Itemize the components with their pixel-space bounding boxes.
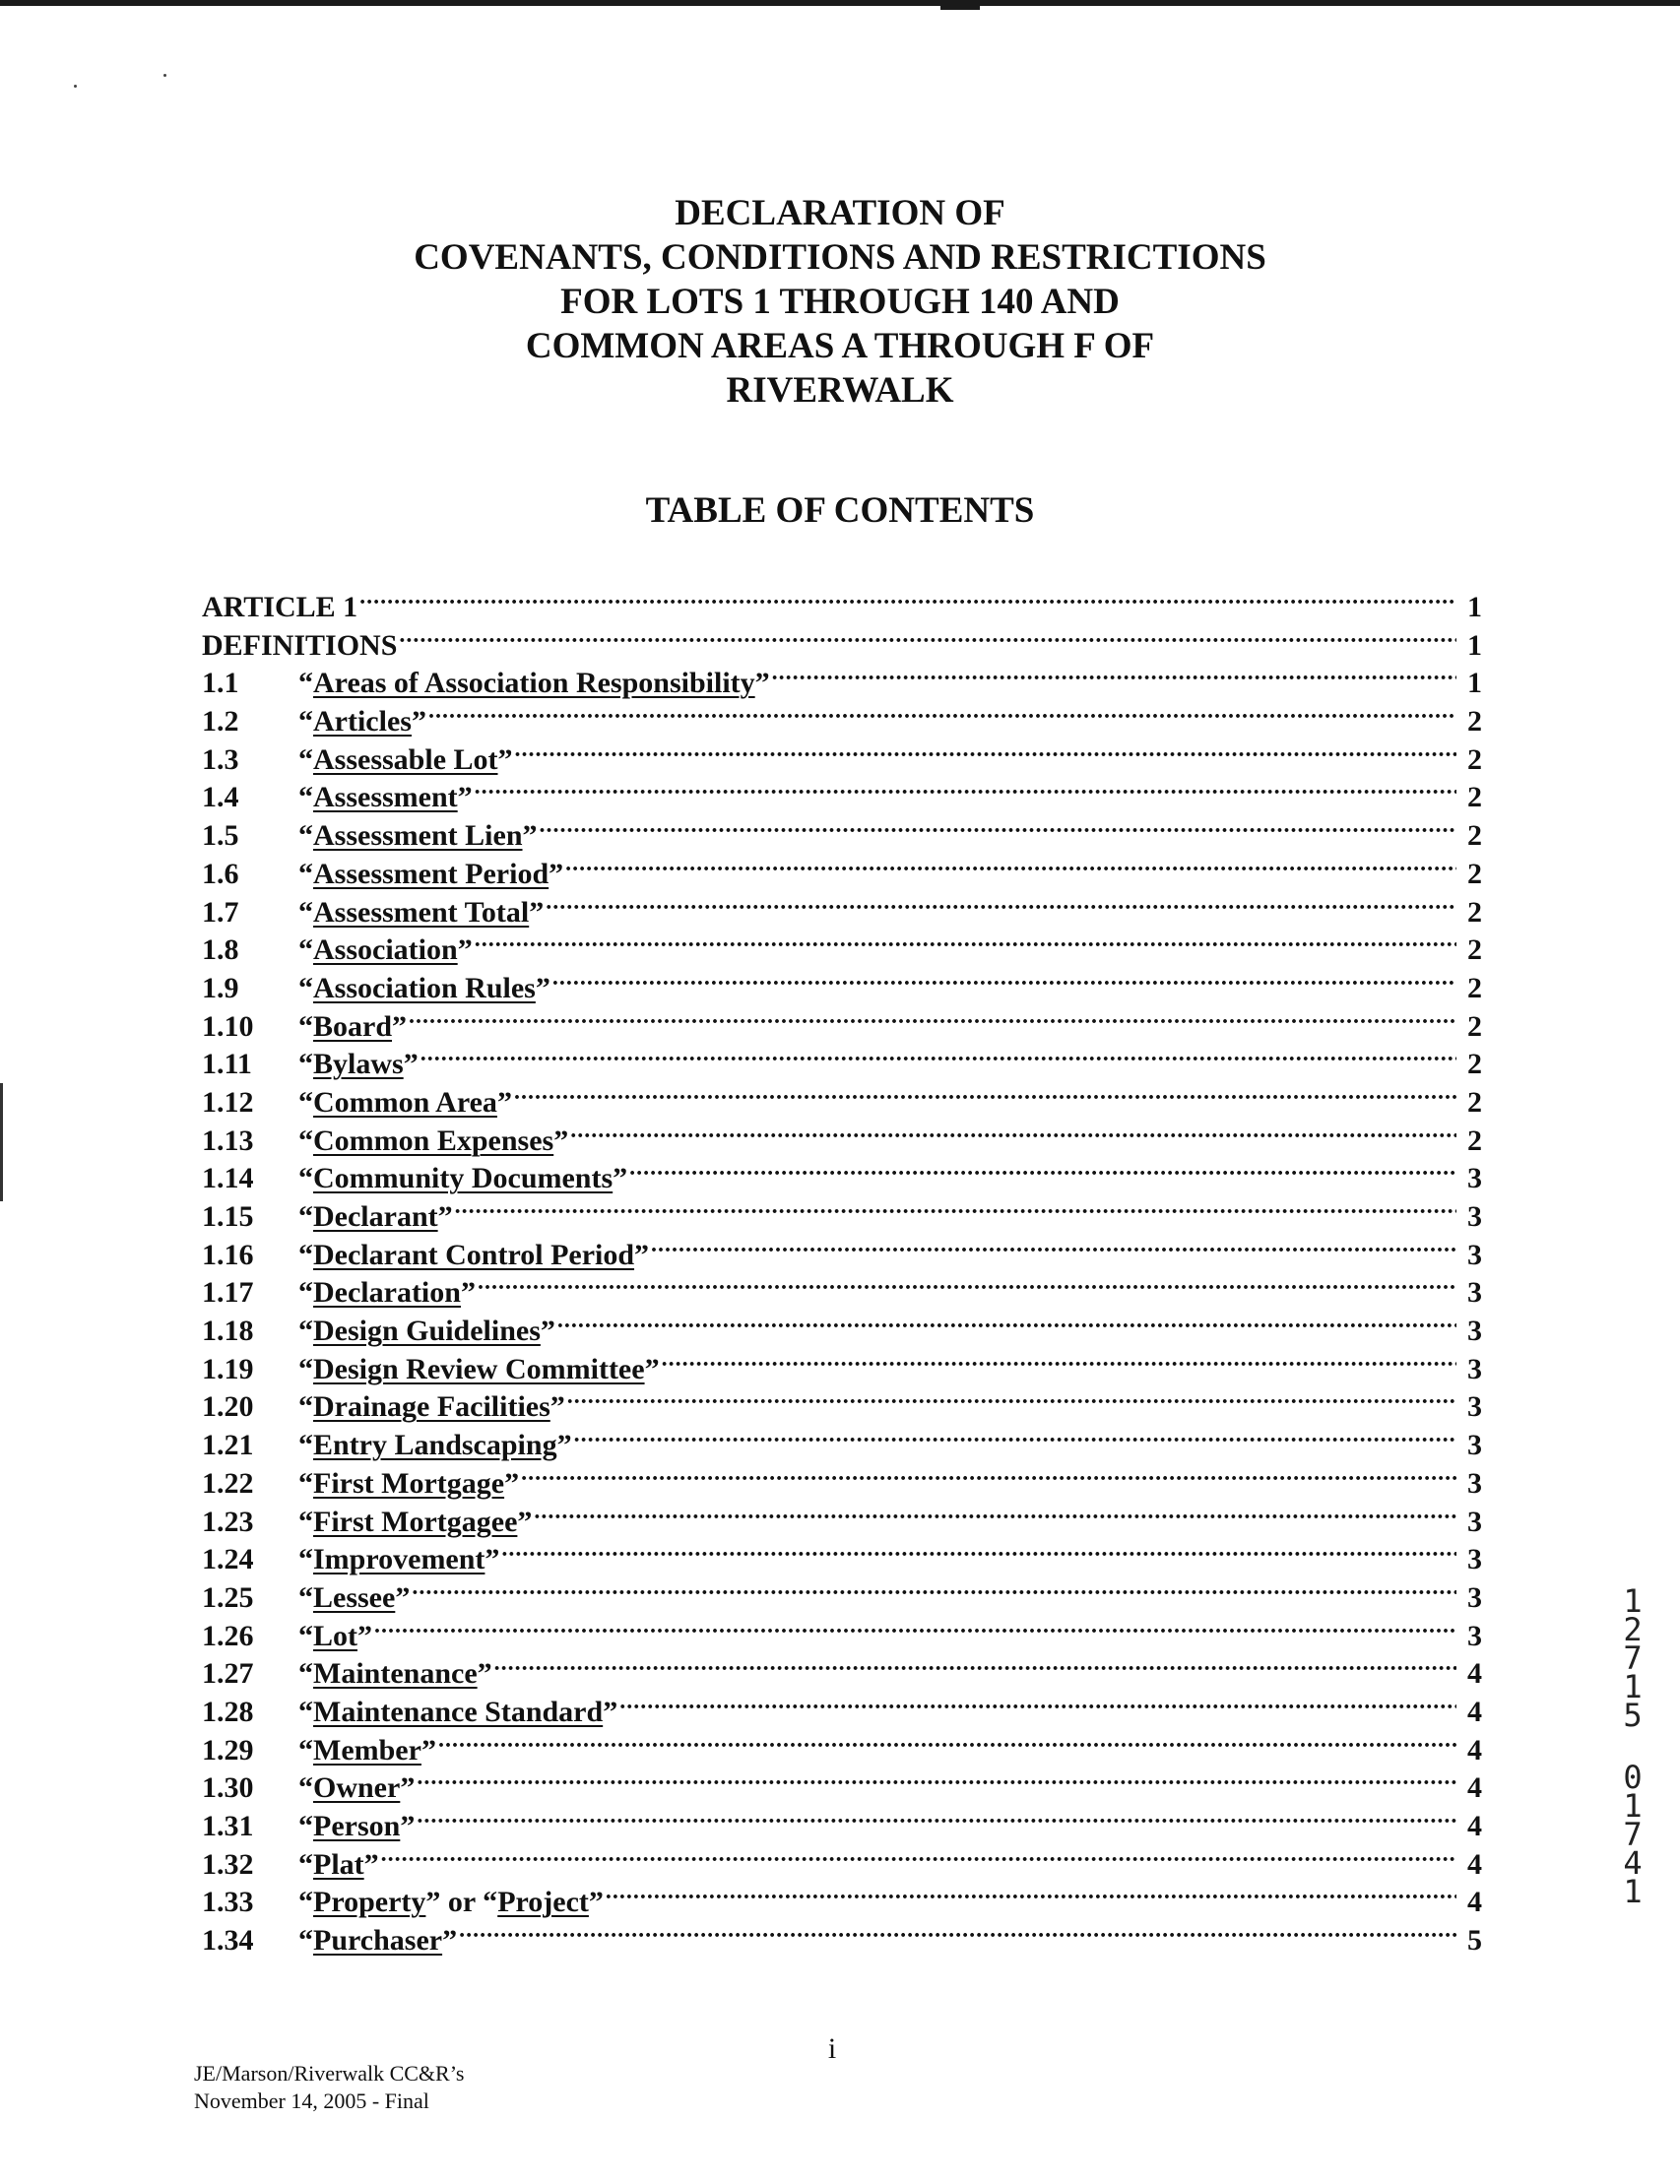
open-quote: “ — [298, 819, 313, 853]
open-quote: “ — [298, 1810, 313, 1842]
toc-page-number: 3 — [1467, 1390, 1482, 1424]
close-quote: ” — [477, 1657, 492, 1691]
open-quote: “ — [298, 1200, 313, 1233]
close-quote: ” — [442, 1924, 458, 1958]
document-title — [0, 191, 1680, 413]
toc-page-number: 2 — [1467, 895, 1482, 929]
open-quote: “ — [298, 971, 313, 1004]
toc-entry-term — [298, 1924, 457, 1958]
defined-term: Assessment Period — [313, 857, 549, 890]
open-quote: “ — [298, 1162, 313, 1195]
close-quote: ” — [644, 1352, 660, 1385]
defined-term: Areas of Association Responsibility — [313, 667, 755, 700]
toc-page-number: 3 — [1467, 1200, 1482, 1233]
defined-term: Person — [313, 1810, 401, 1842]
defined-term: Project — [497, 1886, 589, 1919]
toc-entry-number: 1.16 — [202, 1238, 254, 1271]
toc-entry-term — [298, 781, 473, 814]
close-quote: ” — [400, 1771, 416, 1805]
toc-page-number: 3 — [1467, 1543, 1482, 1576]
toc-entry-number: 1.23 — [202, 1505, 254, 1538]
close-quote: ” — [411, 705, 426, 739]
close-quote: ” — [504, 1466, 520, 1500]
scan-top-edge — [0, 0, 1680, 6]
dot-leader — [494, 1645, 1456, 1683]
defined-term: Maintenance Standard — [313, 1695, 604, 1728]
defined-term: Design Guidelines — [313, 1315, 541, 1348]
stamp-digit: 4 — [1623, 1844, 1643, 1882]
dot-leader — [521, 1455, 1456, 1493]
scan-top-edge-tick — [940, 6, 980, 10]
toc-page-number: 4 — [1467, 1810, 1482, 1842]
dot-leader — [420, 1036, 1456, 1073]
title-line: COVENANTS, CONDITIONS AND RESTRICTIONS — [414, 237, 1266, 278]
scan-speck — [163, 74, 166, 77]
defined-term: Assessment Lien — [313, 819, 523, 853]
toc-entry-number: 1.3 — [202, 742, 239, 776]
open-quote: “ — [298, 1315, 313, 1348]
close-quote: ” or “ — [425, 1886, 498, 1919]
open-quote: “ — [298, 1580, 313, 1614]
table-of-contents — [202, 579, 1482, 1958]
open-quote: “ — [298, 1771, 313, 1805]
toc-entry-number: 1.18 — [202, 1315, 254, 1348]
stamp-digit: 1 — [1623, 1668, 1643, 1705]
dot-leader — [381, 1836, 1456, 1874]
toc-page-number: 4 — [1467, 1886, 1482, 1919]
open-quote: “ — [298, 1429, 313, 1462]
toc-article-label: ARTICLE 1 — [202, 591, 358, 623]
defined-term: Assessment Total — [313, 895, 530, 929]
dot-leader — [374, 1608, 1456, 1645]
title-line: FOR LOTS 1 THROUGH 140 AND — [560, 282, 1120, 322]
dot-leader — [540, 807, 1456, 845]
toc-entry-term — [298, 1657, 492, 1691]
open-quote: “ — [298, 1009, 313, 1043]
open-quote: “ — [298, 857, 313, 890]
close-quote: ” — [553, 1124, 569, 1157]
dot-leader — [606, 1874, 1456, 1911]
close-quote: ” — [517, 1505, 533, 1538]
toc-entry-number: 1.34 — [202, 1924, 254, 1958]
toc-entry-term — [298, 1771, 415, 1805]
toc-entry-number: 1.26 — [202, 1619, 254, 1652]
toc-page-number: 1 — [1467, 591, 1482, 623]
defined-term: Common Expenses — [313, 1124, 554, 1157]
defined-term: Association — [313, 933, 458, 967]
dot-leader — [629, 1150, 1456, 1188]
toc-entry-number: 1.17 — [202, 1276, 254, 1310]
toc-page-number: 3 — [1467, 1619, 1482, 1652]
toc-entry[interactable] — [202, 1608, 1482, 1652]
open-quote: “ — [298, 1085, 313, 1119]
toc-page-number: 3 — [1467, 1429, 1482, 1462]
stamp-digit: 1 — [1623, 1873, 1643, 1910]
close-quote: ” — [613, 1162, 628, 1195]
toc-heading: TABLE OF CONTENTS — [645, 490, 1035, 531]
toc-entry-number: 1.9 — [202, 971, 239, 1004]
stamp-digit: 2 — [1623, 1611, 1643, 1648]
stamp-digit: 1 — [1623, 1582, 1643, 1620]
toc-page-number: 4 — [1467, 1771, 1482, 1805]
close-quote: ” — [437, 1200, 453, 1233]
open-quote: “ — [298, 1390, 313, 1424]
toc-entry-term — [298, 1200, 453, 1234]
open-quote: “ — [298, 1048, 313, 1081]
defined-term: First Mortgagee — [313, 1505, 518, 1538]
close-quote: ” — [460, 1276, 476, 1310]
toc-page-number: 2 — [1467, 1085, 1482, 1119]
dot-leader — [417, 1798, 1456, 1835]
toc-page-number: 3 — [1467, 1276, 1482, 1310]
defined-term: Board — [313, 1009, 393, 1043]
close-quote: ” — [535, 971, 550, 1004]
close-quote: ” — [363, 1847, 379, 1881]
open-quote: “ — [298, 1657, 313, 1691]
defined-term: Assessable Lot — [313, 742, 498, 776]
defined-term: Purchaser — [313, 1924, 443, 1958]
toc-entry-number: 1.28 — [202, 1695, 254, 1728]
open-quote: “ — [298, 1276, 313, 1310]
toc-entry-number: 1.4 — [202, 781, 239, 814]
open-quote: “ — [298, 667, 313, 700]
toc-page-number: 4 — [1467, 1695, 1482, 1728]
toc-entry-number: 1.14 — [202, 1162, 254, 1195]
defined-term: Assessment — [313, 781, 458, 814]
close-quote: ” — [754, 667, 770, 700]
footer — [194, 2060, 464, 2115]
toc-entry-term — [298, 1048, 419, 1081]
close-quote: ” — [496, 1085, 512, 1119]
close-quote: ” — [540, 1315, 555, 1348]
toc-entry-term — [298, 1086, 512, 1120]
dot-leader — [534, 1494, 1456, 1531]
toc-entry-number: 1.29 — [202, 1733, 254, 1766]
toc-entry-term — [298, 933, 473, 967]
open-quote: “ — [298, 1733, 313, 1766]
dot-leader — [438, 1722, 1456, 1760]
toc-entry-number: 1.15 — [202, 1200, 254, 1233]
open-quote: “ — [298, 1619, 313, 1652]
open-quote: “ — [298, 1238, 313, 1271]
dot-leader — [662, 1341, 1456, 1379]
open-quote: “ — [298, 1466, 313, 1500]
footer-date: November 14, 2005 - Final — [194, 2088, 429, 2113]
toc-entry-number: 1.21 — [202, 1429, 254, 1462]
toc-page-number: 3 — [1467, 1162, 1482, 1195]
defined-term: Member — [313, 1733, 421, 1766]
toc-entry-term — [298, 1010, 407, 1044]
toc-entry-number: 1.8 — [202, 933, 239, 967]
toc-entry-number: 1.12 — [202, 1085, 254, 1119]
close-quote: ” — [603, 1695, 618, 1728]
close-quote: ” — [395, 1580, 411, 1614]
toc-entry-term — [298, 1315, 555, 1348]
toc-entry[interactable] — [202, 1836, 1482, 1881]
open-quote: “ — [298, 1543, 313, 1576]
toc-page-number: 3 — [1467, 1466, 1482, 1500]
defined-term: Design Review Committee — [313, 1352, 645, 1385]
close-quote: ” — [403, 1048, 419, 1081]
defined-term: Articles — [313, 705, 412, 739]
toc-page-number: 4 — [1467, 1657, 1482, 1691]
toc-entry-number: 1.7 — [202, 895, 239, 929]
defined-term: First Mortgage — [313, 1466, 505, 1500]
dot-leader — [417, 1760, 1456, 1797]
dot-leader — [478, 1264, 1456, 1302]
toc-page-number: 5 — [1467, 1924, 1482, 1958]
close-quote: ” — [357, 1619, 372, 1652]
toc-entry-number: 1.31 — [202, 1810, 254, 1842]
dot-leader — [359, 579, 1456, 616]
stamp-digit: 0 — [1623, 1759, 1643, 1796]
toc-page-number: 2 — [1467, 933, 1482, 967]
close-quote: ” — [549, 857, 564, 890]
toc-entry-term — [298, 858, 563, 891]
dot-leader — [772, 655, 1456, 692]
toc-entry-number: 1.5 — [202, 819, 239, 853]
close-quote: ” — [522, 819, 538, 853]
toc-entry-number: 1.27 — [202, 1657, 254, 1691]
dot-leader — [475, 769, 1456, 806]
stamp-digit: 7 — [1623, 1816, 1643, 1853]
dot-leader — [565, 846, 1456, 883]
dot-leader — [475, 922, 1456, 959]
dot-leader — [570, 1113, 1456, 1150]
dot-leader — [567, 1379, 1456, 1416]
toc-entry-term — [298, 1848, 379, 1882]
open-quote: “ — [298, 933, 313, 967]
open-quote: “ — [298, 1352, 313, 1385]
toc-page-number: 2 — [1467, 1048, 1482, 1081]
defined-term: Improvement — [313, 1543, 485, 1576]
close-quote: ” — [529, 895, 545, 929]
dot-leader — [412, 1570, 1456, 1607]
close-quote: ” — [392, 1009, 408, 1043]
open-quote: “ — [298, 1124, 313, 1157]
close-quote: ” — [556, 1429, 572, 1462]
close-quote: ” — [420, 1733, 436, 1766]
title-line: DECLARATION OF — [675, 193, 1005, 233]
toc-page-number: 3 — [1467, 1505, 1482, 1538]
toc-page-number: 3 — [1467, 1580, 1482, 1614]
dot-leader — [459, 1912, 1456, 1950]
defined-term: Common Area — [313, 1085, 497, 1119]
dot-leader — [514, 1074, 1456, 1112]
close-quote: ” — [549, 1390, 565, 1424]
toc-entry-number: 1.24 — [202, 1543, 254, 1576]
defined-term: Maintenance — [313, 1657, 478, 1691]
toc-entry-number: 1.6 — [202, 857, 239, 890]
stamp-digit: 5 — [1623, 1697, 1643, 1734]
scan-left-edge-mark — [0, 1083, 3, 1201]
toc-entry-number: 1.10 — [202, 1009, 254, 1043]
open-quote: “ — [298, 1886, 313, 1919]
dot-leader — [651, 1227, 1456, 1264]
scan-speck — [74, 85, 77, 88]
toc-entry-term — [298, 1467, 519, 1501]
toc-page-number: 1 — [1467, 628, 1482, 662]
toc-article-row[interactable] — [202, 579, 1482, 623]
defined-term: Association Rules — [313, 971, 536, 1004]
close-quote: ” — [497, 742, 513, 776]
open-quote: “ — [298, 1695, 313, 1728]
open-quote: “ — [298, 1924, 313, 1958]
dot-leader — [552, 960, 1456, 997]
toc-page-number: 3 — [1467, 1238, 1482, 1271]
toc-section-label: DEFINITIONS — [202, 628, 398, 662]
toc-page-number: 3 — [1467, 1352, 1482, 1385]
dot-leader — [619, 1684, 1456, 1721]
toc-page-number: 3 — [1467, 1315, 1482, 1348]
footer-file-reference: JE/Marson/Riverwalk CC&R’s — [194, 2061, 465, 2086]
toc-page-number: 2 — [1467, 1124, 1482, 1157]
open-quote: “ — [298, 1847, 313, 1881]
toc-section-row[interactable] — [202, 617, 1482, 662]
toc-entry-number: 1.1 — [202, 667, 239, 700]
dot-leader — [399, 617, 1456, 655]
toc-entry-number: 1.2 — [202, 705, 239, 739]
dot-leader — [409, 998, 1456, 1036]
toc-entry-number: 1.11 — [202, 1048, 252, 1081]
defined-term: Declarant — [313, 1200, 438, 1233]
toc-page-number: 2 — [1467, 971, 1482, 1004]
dot-leader — [515, 732, 1456, 769]
open-quote: “ — [298, 781, 313, 814]
dot-leader — [546, 884, 1456, 922]
dot-leader — [501, 1531, 1456, 1569]
toc-entry[interactable] — [202, 1645, 1482, 1691]
toc-page-number: 2 — [1467, 705, 1482, 739]
toc-entry-term — [298, 1620, 372, 1653]
page-number: i — [827, 2032, 837, 2065]
dot-leader — [557, 1303, 1456, 1340]
defined-term: Declarant Control Period — [313, 1238, 635, 1271]
toc-entry-number: 1.13 — [202, 1124, 254, 1157]
open-quote: “ — [298, 895, 313, 929]
toc-page-number: 4 — [1467, 1847, 1482, 1881]
toc-entry-term — [298, 1506, 532, 1539]
toc-entry-term — [298, 1390, 565, 1424]
stamp-digit: 1 — [1623, 1787, 1643, 1825]
stamp-digit: 7 — [1623, 1639, 1643, 1677]
toc-entry-number: 1.22 — [202, 1466, 254, 1500]
dot-leader — [428, 693, 1456, 731]
defined-term: Entry Landscaping — [313, 1429, 557, 1462]
open-quote: “ — [298, 705, 313, 739]
dot-leader — [574, 1417, 1456, 1454]
toc-entry-number: 1.20 — [202, 1390, 254, 1424]
defined-term: Lessee — [313, 1580, 396, 1614]
defined-term: Plat — [313, 1847, 364, 1881]
toc-entry-term — [298, 1124, 568, 1158]
toc-page-number: 1 — [1467, 667, 1482, 700]
toc-page-number: 2 — [1467, 1009, 1482, 1043]
title-line: COMMON AREAS A THROUGH F OF — [525, 326, 1155, 366]
close-quote: ” — [457, 933, 473, 967]
defined-term: Drainage Facilities — [313, 1390, 550, 1424]
toc-entry-number: 1.33 — [202, 1886, 254, 1919]
open-quote: “ — [298, 1505, 313, 1538]
defined-term: Declaration — [313, 1276, 461, 1310]
toc-entry-number: 1.19 — [202, 1352, 254, 1385]
toc-entry-number: 1.30 — [202, 1771, 254, 1805]
dot-leader — [455, 1188, 1456, 1226]
toc-entry-term — [298, 819, 538, 853]
toc-entry-term — [298, 705, 426, 739]
toc-page-number: 2 — [1467, 742, 1482, 776]
toc-entry[interactable] — [202, 1874, 1482, 1919]
recording-number-stamp — [1613, 1582, 1652, 1910]
title-line: RIVERWALK — [726, 370, 954, 411]
toc-page-number: 2 — [1467, 781, 1482, 814]
toc-page-number: 4 — [1467, 1733, 1482, 1766]
toc-entry-number: 1.25 — [202, 1580, 254, 1614]
open-quote: “ — [298, 742, 313, 776]
defined-term: Owner — [313, 1771, 401, 1805]
defined-term: Property — [313, 1886, 426, 1919]
close-quote: ” — [634, 1238, 650, 1271]
toc-entry-number: 1.32 — [202, 1847, 254, 1881]
toc-entry-term — [298, 1734, 436, 1767]
close-quote: ” — [588, 1886, 604, 1919]
close-quote: ” — [457, 781, 473, 814]
defined-term: Lot — [313, 1619, 357, 1652]
defined-term: Community Documents — [313, 1162, 614, 1195]
close-quote: ” — [485, 1543, 500, 1576]
toc-page-number: 2 — [1467, 857, 1482, 890]
toc-page-number: 2 — [1467, 819, 1482, 853]
toc-entry-term — [298, 1276, 476, 1310]
close-quote: ” — [400, 1810, 416, 1842]
defined-term: Bylaws — [313, 1048, 404, 1081]
